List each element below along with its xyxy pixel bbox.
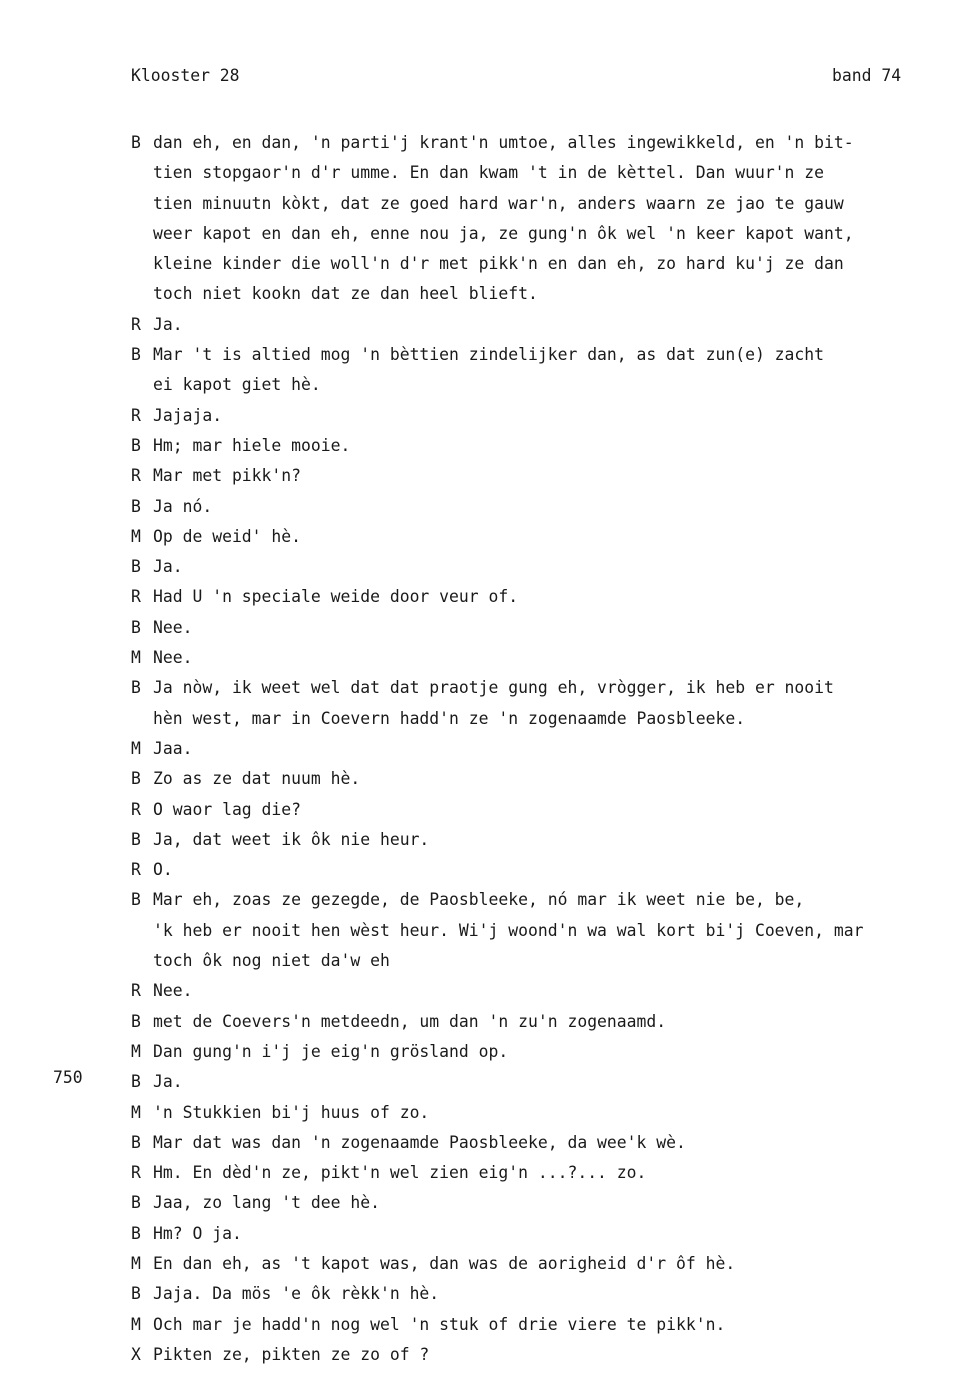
utterance — [153, 1158, 961, 1188]
utterance — [153, 522, 961, 552]
utterance — [153, 1007, 961, 1037]
utterance-line: Ja nó. — [153, 496, 213, 516]
utterance-line: tien stopgaor'n d'r umme. En dan kwam 't in de kèttel. Dan wuur'n ze — [153, 163, 825, 183]
speaker-code: R — [131, 466, 141, 486]
utterance — [153, 855, 961, 885]
transcript-entry — [131, 310, 961, 340]
utterance-line: toch ôk nog niet da'w eh — [153, 951, 390, 971]
utterance-line: Nee. — [153, 648, 193, 668]
utterance — [153, 1067, 961, 1097]
utterance-line: Mar eh, zoas ze gezegde, de Paosbleeke, nó mar ik weet nie be, be, — [153, 890, 805, 910]
utterance — [153, 734, 961, 764]
utterance-line: Jaa. — [153, 738, 193, 758]
transcript-entry — [131, 1098, 961, 1128]
speaker-code: B — [131, 1072, 141, 1092]
utterance-line: tien minuutn kòkt, dat ze goed hard war'n, anders waarn ze jao te gauw — [153, 193, 844, 213]
speaker-code: B — [131, 1284, 141, 1304]
utterance — [153, 1188, 961, 1218]
utterance-line: Hm? O ja. — [153, 1223, 242, 1243]
speaker-code: M — [131, 526, 141, 546]
utterance — [153, 1098, 961, 1128]
utterance-line: Ja nòw, ik weet wel dat dat praotje gung eh, vrògger, ik heb er nooit — [153, 678, 834, 698]
transcript-entry — [131, 1310, 961, 1340]
utterance-line: O waor lag die? — [153, 799, 302, 819]
speaker-code: M — [131, 1314, 141, 1334]
transcript-entry — [131, 492, 961, 522]
speaker-code: B — [131, 133, 141, 152]
utterance — [153, 673, 961, 734]
transcript-entry — [131, 795, 961, 825]
utterance-line: Mar 't is altied mog 'n bèttien zindelijker dan, as dat zun(e) zacht — [153, 345, 825, 365]
transcript-entry — [131, 1037, 961, 1067]
speaker-code: B — [131, 1011, 141, 1031]
transcript-entry — [131, 976, 961, 1006]
utterance — [153, 582, 961, 612]
transcript-entry — [131, 401, 961, 431]
utterance — [153, 340, 961, 401]
utterance-line: Zo as ze dat nuum hè. — [153, 769, 361, 789]
transcript-entry — [131, 461, 961, 491]
speaker-code: B — [131, 829, 141, 849]
transcript-entry — [131, 764, 961, 794]
utterance — [153, 461, 961, 491]
transcript-entry — [131, 1188, 961, 1218]
speaker-code: R — [131, 981, 141, 1001]
transcript-entry — [131, 673, 961, 734]
utterance-line: Op de weid' hè. — [153, 526, 302, 546]
transcript-entry — [131, 643, 961, 673]
utterance-line: Jaja. Da mös 'e ôk rèkk'n hè. — [153, 1284, 440, 1304]
transcript-entry — [131, 825, 961, 855]
utterance — [153, 976, 961, 1006]
utterance — [153, 128, 961, 310]
speaker-code: M — [131, 1041, 141, 1061]
speaker-code: B — [131, 557, 141, 577]
transcript-entry — [131, 1279, 961, 1309]
transcript-entry — [131, 431, 961, 461]
utterance-line: Ja. — [153, 314, 183, 334]
transcript-entry — [131, 885, 961, 976]
utterance-line: Och mar je hadd'n nog wel 'n stuk of drie viere te pikk'n. — [153, 1314, 726, 1334]
utterance-line: Mar met pikk'n? — [153, 466, 302, 486]
speaker-code: B — [131, 678, 141, 698]
utterance — [153, 1279, 961, 1309]
transcript-entry — [131, 340, 961, 401]
utterance — [153, 1037, 961, 1067]
utterance — [153, 310, 961, 340]
speaker-code: B — [131, 345, 141, 365]
transcript-entry — [131, 1249, 961, 1279]
speaker-code: R — [131, 587, 141, 607]
speaker-code: R — [131, 314, 141, 334]
utterance-line: 'n Stukkien bi'j huus of zo. — [153, 1102, 430, 1122]
utterance-line: hèn west, mar in Coevern hadd'n ze 'n zogenaamde Paosbleeke. — [153, 708, 746, 728]
utterance-line: 'k heb er nooit hen wèst heur. Wi'j woond'n wa wal kort bi'j Coeven, mar — [153, 920, 864, 940]
utterance — [153, 643, 961, 673]
utterance-line: Hm. En dèd'n ze, pikt'n wel zien eig'n ...?... zo. — [153, 1163, 647, 1183]
speaker-code: B — [131, 496, 141, 516]
utterance — [153, 401, 961, 431]
speaker-code: R — [131, 799, 141, 819]
utterance-line: En dan eh, as 't kapot was, dan was de aorigheid d'r ôf hè. — [153, 1253, 736, 1273]
utterance — [153, 431, 961, 461]
transcript-entry — [131, 552, 961, 582]
utterance — [153, 1219, 961, 1249]
transcript-entry — [131, 1219, 961, 1249]
utterance — [153, 1249, 961, 1279]
transcript-entry — [131, 613, 961, 643]
speaker-code: B — [131, 617, 141, 637]
speaker-code: B — [131, 1223, 141, 1243]
margin-line-number: 750 — [53, 1068, 83, 1087]
utterance — [153, 613, 961, 643]
page-header-title: Klooster 28 — [131, 66, 240, 85]
speaker-code: B — [131, 435, 141, 455]
utterance-line: O. — [153, 860, 173, 880]
utterance-line: kleine kinder die woll'n d'r met pikk'n en dan eh, zo hard ku'j ze dan — [153, 254, 844, 274]
transcript-entry — [131, 1007, 961, 1037]
utterance — [153, 1340, 961, 1370]
utterance-line: Had U 'n speciale weide door veur of. — [153, 587, 519, 607]
speaker-code: B — [131, 1132, 141, 1152]
utterance-line: Jaa, zo lang 't dee hè. — [153, 1193, 380, 1213]
page-header-tape: band 74 — [832, 66, 902, 85]
speaker-code: R — [131, 1163, 141, 1183]
utterance-line: Ja, dat weet ik ôk nie heur. — [153, 829, 430, 849]
utterance-line: Dan gung'n i'j je eig'n grösland op. — [153, 1041, 509, 1061]
transcript-entry — [131, 1340, 961, 1370]
speaker-code: R — [131, 860, 141, 880]
speaker-code: M — [131, 1102, 141, 1122]
utterance-line: dan eh, en dan, 'n parti'j krant'n umtoe, alles ingewikkeld, en 'n bit- — [153, 133, 854, 152]
utterance-line: Mar dat was dan 'n zogenaamde Paosbleeke, da wee'k wè. — [153, 1132, 686, 1152]
utterance — [153, 1128, 961, 1158]
utterance — [153, 825, 961, 855]
speaker-code: B — [131, 769, 141, 789]
speaker-code: B — [131, 890, 141, 910]
utterance-line: Nee. — [153, 981, 193, 1001]
speaker-code: X — [131, 1344, 141, 1364]
speaker-code: M — [131, 738, 141, 758]
speaker-code: M — [131, 648, 141, 668]
transcript-entry — [131, 734, 961, 764]
transcript-entry — [131, 1067, 961, 1097]
transcript-entry — [131, 582, 961, 612]
utterance — [153, 1310, 961, 1340]
utterance-line: Nee. — [153, 617, 193, 637]
utterance — [153, 795, 961, 825]
utterance — [153, 492, 961, 522]
utterance-line: Ja. — [153, 557, 183, 577]
utterance — [153, 764, 961, 794]
utterance-line: toch niet kookn dat ze dan heel blieft. — [153, 284, 538, 304]
speaker-code: B — [131, 1193, 141, 1213]
utterance-line: Jajaja. — [153, 405, 223, 425]
speaker-code: R — [131, 405, 141, 425]
utterance-line: Ja. — [153, 1072, 183, 1092]
utterance-line: ei kapot giet hè. — [153, 375, 321, 395]
utterance — [153, 885, 961, 976]
utterance — [153, 552, 961, 582]
transcript-entry — [131, 1128, 961, 1158]
transcript-entry — [131, 128, 961, 310]
utterance-line: Hm; mar hiele mooie. — [153, 435, 351, 455]
transcript-body — [131, 128, 961, 1370]
utterance-line: met de Coevers'n metdeedn, um dan 'n zu'n zogenaamd. — [153, 1011, 667, 1031]
transcript-entry — [131, 1158, 961, 1188]
transcript-entry — [131, 522, 961, 552]
utterance-line: Pikten ze, pikten ze zo of ? — [153, 1344, 430, 1364]
transcript-entry — [131, 855, 961, 885]
utterance-line: weer kapot en dan eh, enne nou ja, ze gung'n ôk wel 'n keer kapot want, — [153, 223, 854, 243]
speaker-code: M — [131, 1253, 141, 1273]
